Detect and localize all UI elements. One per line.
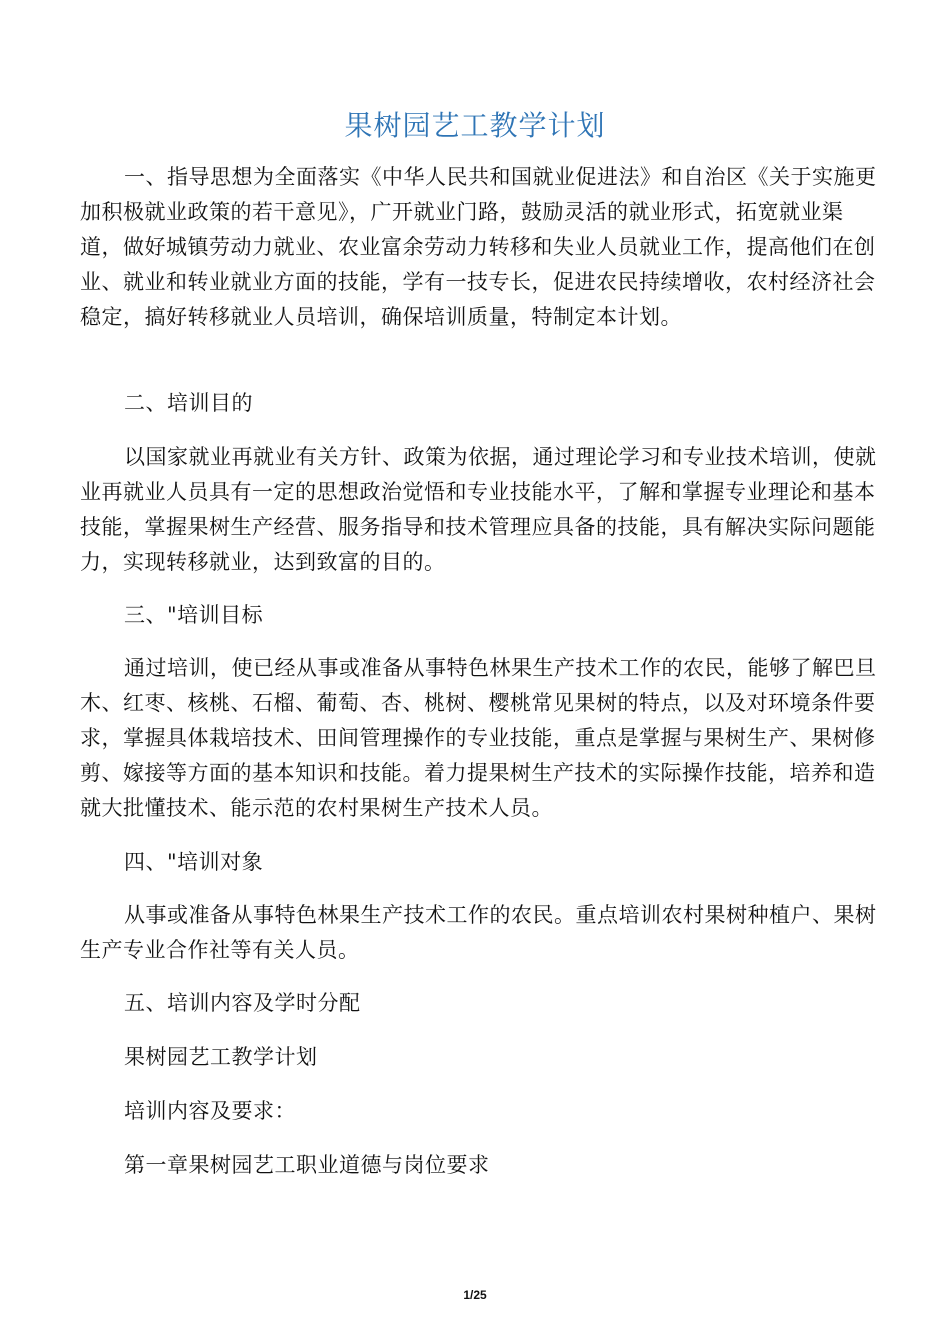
line-chapter-one: 第一章果树园艺工职业道德与岗位要求: [124, 1153, 490, 1177]
line-content-requirements: 培训内容及要求：: [124, 1099, 296, 1123]
paragraph-training-purpose: 以国家就业再就业有关方针、政策为依据，通过理论学习和专业技术培训，使就业再就业人员具有一定的思想政治觉悟和专业技能水平，了解和掌握专业理论和基本技能，掌握果树生产经营、服务指导和技术管理应具备的技能，具有解决实际问题能力，实现转移就业，达到致富的目的。: [80, 445, 877, 574]
paragraph-training-goals: 通过培训，使已经从事或准备从事特色林果生产技术工作的农民，能够了解巴旦木、红枣、核桃、石榴、葡萄、杏、桃树、樱桃常见果树的特点，以及对环境条件要求，掌握具体栽培技术、田间管理操作的专业技能，重点是掌握与果树生产、果树修剪、嫁接等方面的基本知识和技能。着力提果树生产技术的实际操作技能，培养和造就大批懂技术、能示范的农村果树生产技术人员。: [80, 656, 877, 820]
document-title: 果树园艺工教学计划: [344, 109, 606, 142]
heading-training-purpose: 二、培训目的: [124, 391, 253, 415]
heading-training-targets: 四、"培训对象: [124, 850, 264, 874]
page-number: 1/25: [463, 1288, 487, 1302]
paragraph-guiding-ideology: 一、指导思想为全面落实《中华人民共和国就业促进法》和自治区《关于实施更加积极就业政策的若干意见》，广开就业门路，鼓励灵活的就业形式，拓宽就业渠道，做好城镇劳动力就业、农业富余劳动力转移和失业人员就业工作，提高他们在创业、就业和转业就业方面的技能，学有一技专长，促进农民持续增收，农村经济社会稳定，搞好转移就业人员培训，确保培训质量，特制定本计划。: [80, 165, 877, 329]
heading-training-content: 五、培训内容及学时分配: [124, 991, 361, 1015]
line-teaching-plan: 果树园艺工教学计划: [124, 1045, 318, 1069]
paragraph-training-targets: 从事或准备从事特色林果生产技术工作的农民。重点培训农村果树种植户、果树生产专业合作社等有关人员。: [80, 903, 877, 962]
heading-training-goals: 三、"培训目标: [124, 603, 264, 627]
